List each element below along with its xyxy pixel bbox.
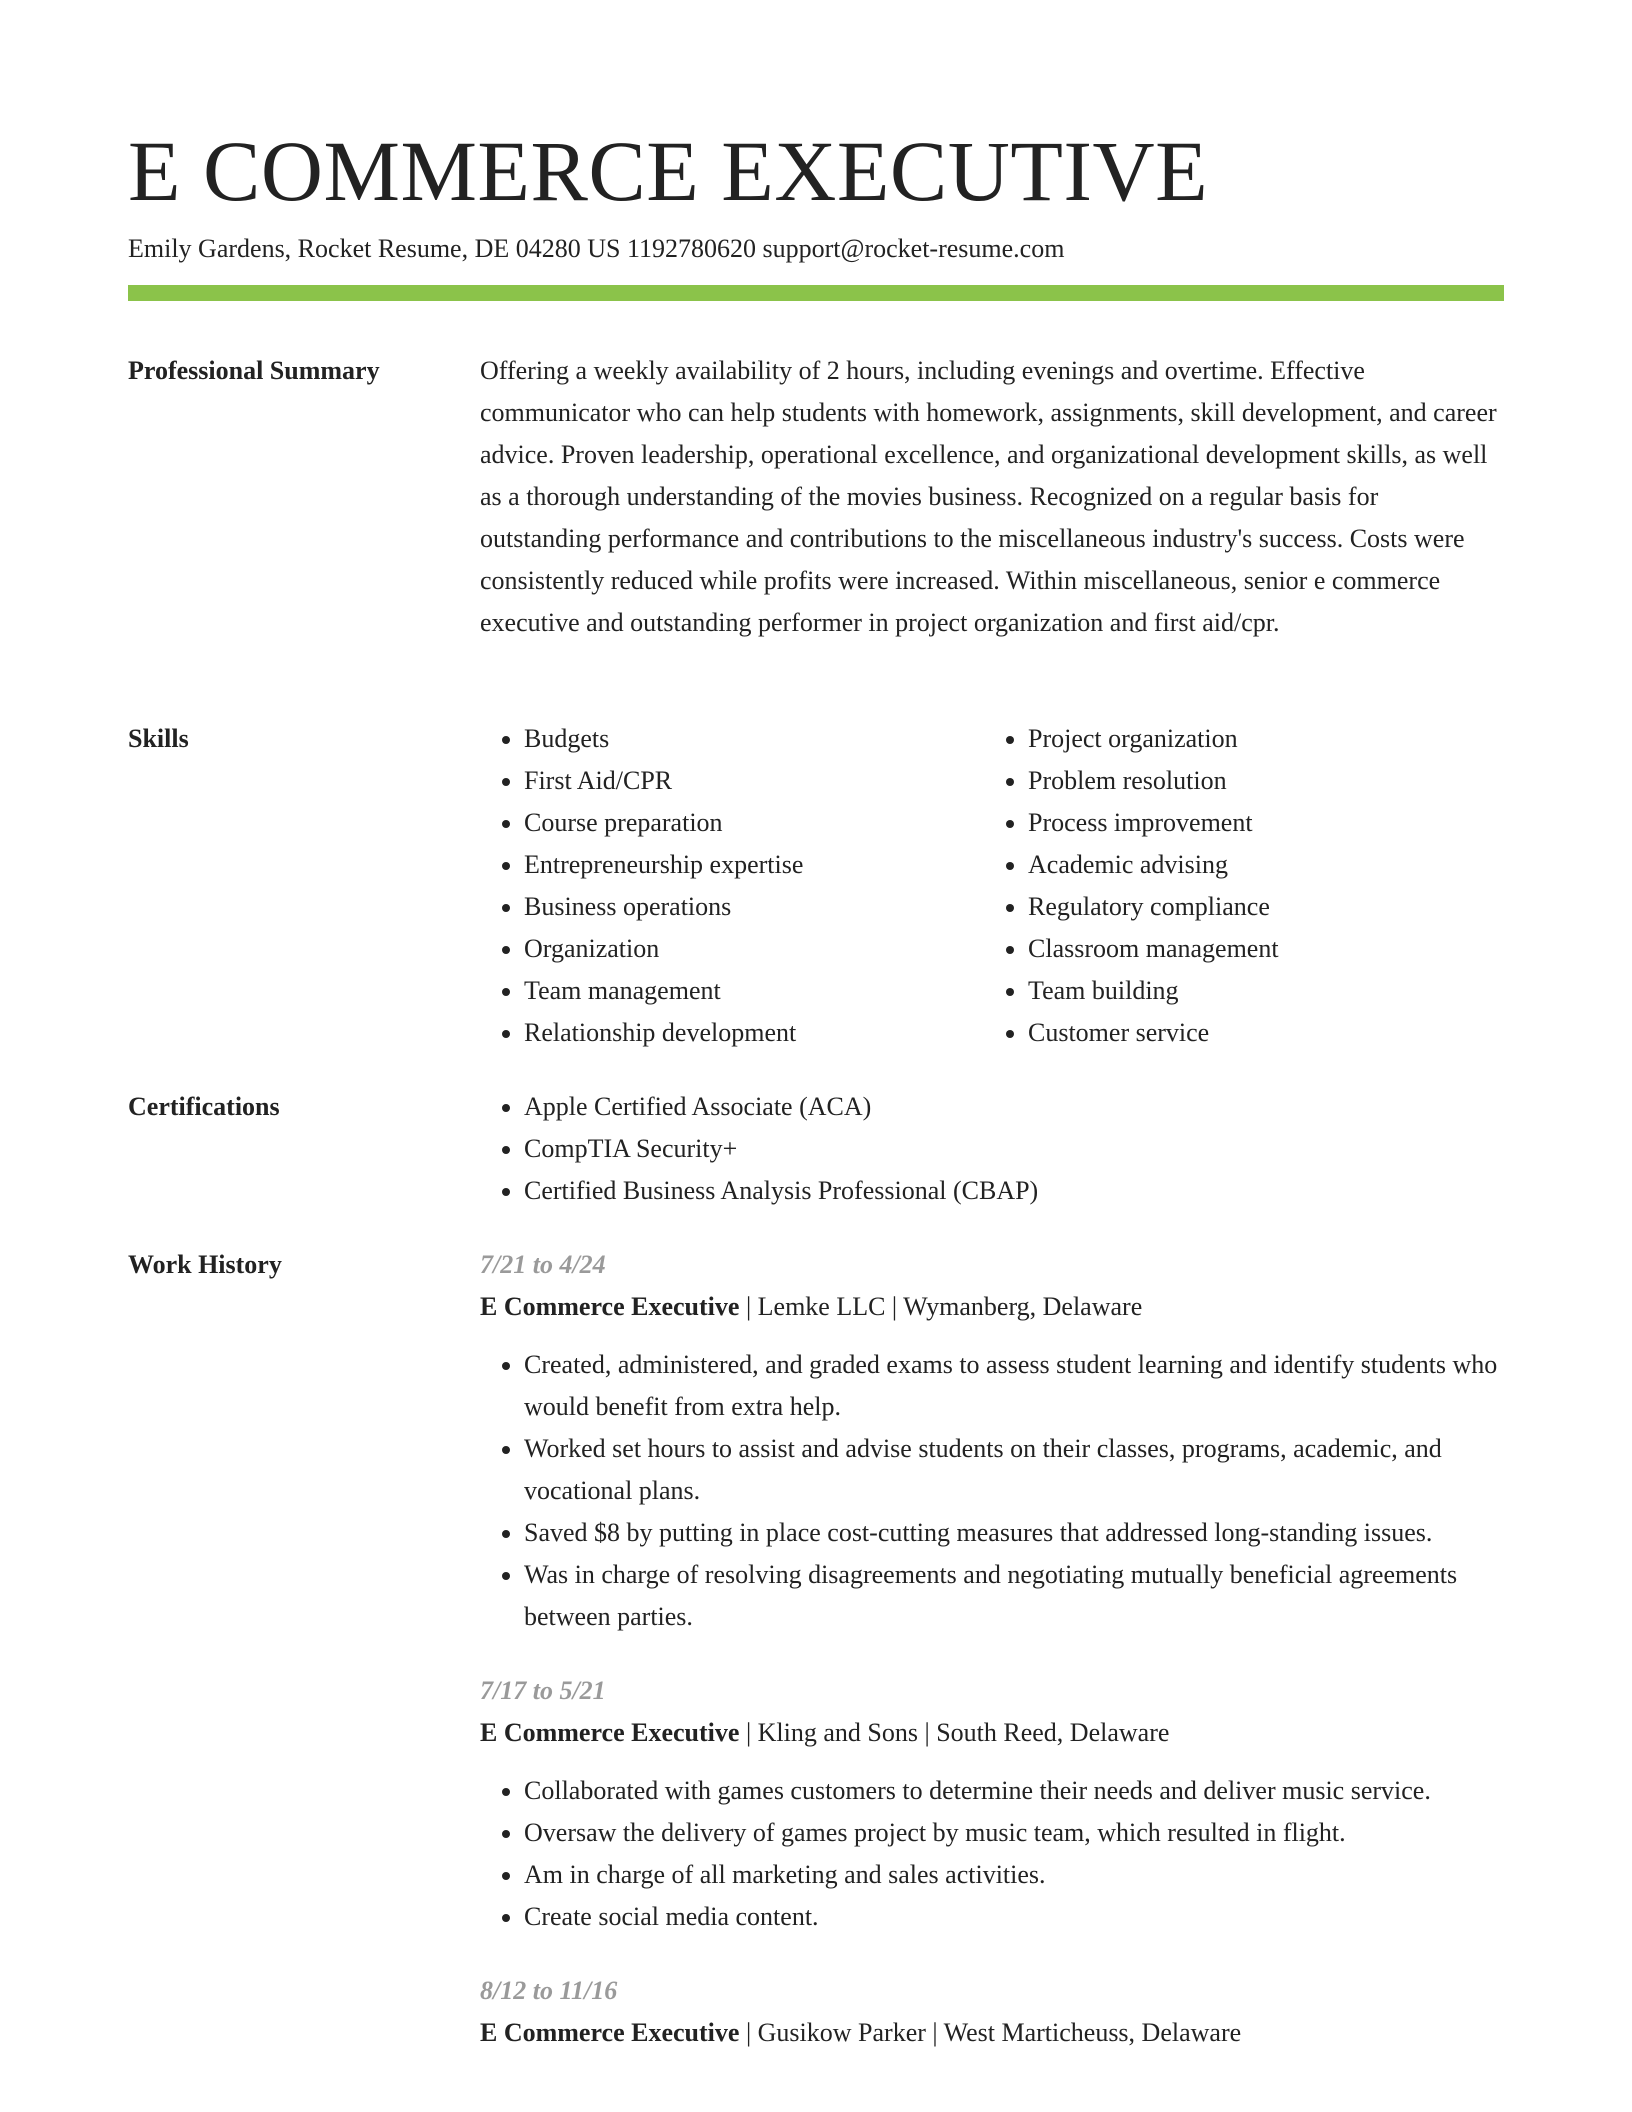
job-dates: 7/17 to 5/21 [480, 1676, 606, 1705]
skill-item: • Academic advising [1028, 844, 1488, 886]
job-bullets [480, 1344, 1504, 1638]
job-bullets [480, 1770, 1504, 1938]
skill-item: • First Aid/CPR [524, 760, 984, 802]
skill-item: • Problem resolution [1028, 760, 1488, 802]
job-line [480, 1286, 1504, 1328]
job-title: E Commerce Executive [480, 2018, 740, 2047]
skill-item: • Business operations [524, 886, 984, 928]
skill-item: • Team management [524, 970, 984, 1012]
skill-item: • Process improvement [1028, 802, 1488, 844]
skill-item: • Entrepreneurship expertise [524, 844, 984, 886]
certifications-list [480, 1086, 1504, 1212]
skills-body [480, 718, 1504, 1054]
skills-list-left [480, 718, 984, 1054]
skill-item: • Classroom management [1028, 928, 1488, 970]
job-bullet: • Worked set hours to assist and advise students on their classes, programs, academic, and vocational plans. [524, 1428, 1504, 1512]
skill-item: • Course preparation [524, 802, 984, 844]
job-title: E Commerce Executive [480, 1718, 740, 1747]
job-details: | Kling and Sons | South Reed, Delaware [739, 1718, 1170, 1747]
job-line [480, 1712, 1504, 1754]
job-entry [480, 1970, 1504, 2054]
certification-item: • Apple Certified Associate (ACA) [524, 1086, 1504, 1128]
job-bullet: • Collaborated with games customers to determine their needs and deliver music service. [524, 1770, 1504, 1812]
resume-title: E COMMERCE EXECUTIVE [128, 123, 1209, 219]
header-divider [128, 285, 1504, 301]
skill-item: • Organization [524, 928, 984, 970]
work-history-body [480, 1244, 1504, 2086]
job-entry [480, 1244, 1504, 1638]
summary-body [480, 350, 1504, 644]
skill-item: • Regulatory compliance [1028, 886, 1488, 928]
certification-item: • CompTIA Security+ [524, 1128, 1504, 1170]
job-title: E Commerce Executive [480, 1292, 740, 1321]
job-bullet: • Was in charge of resolving disagreements and negotiating mutually beneficial agreements between parties. [524, 1554, 1504, 1638]
skills-list-right [984, 718, 1488, 1054]
certification-item: • Certified Business Analysis Professional (CBAP) [524, 1170, 1504, 1212]
certifications-heading: Certifications [128, 1092, 280, 1121]
job-bullet: • Oversaw the delivery of games project by music team, which resulted in flight. [524, 1812, 1504, 1854]
job-dates: 7/21 to 4/24 [480, 1250, 606, 1279]
job-bullet: • Create social media content. [524, 1896, 1504, 1938]
skill-item: • Budgets [524, 718, 984, 760]
job-bullet: • Saved $8 by putting in place cost-cutting measures that addressed long-standing issues. [524, 1512, 1504, 1554]
certifications-body [480, 1086, 1504, 1212]
job-line [480, 2012, 1504, 2054]
job-bullet: • Am in charge of all marketing and sales activities. [524, 1854, 1504, 1896]
skill-item: • Relationship development [524, 1012, 984, 1054]
skills-heading: Skills [128, 724, 189, 753]
skill-item: • Team building [1028, 970, 1488, 1012]
job-dates: 8/12 to 11/16 [480, 1976, 618, 2005]
job-bullet: • Created, administered, and graded exams to assess student learning and identify students who would benefit from extra help. [524, 1344, 1504, 1428]
skill-item: • Customer service [1028, 1012, 1488, 1054]
contact-line: Emily Gardens, Rocket Resume, DE 04280 US 1192780620 support@rocket-resume.com [128, 234, 1065, 263]
job-details: | Gusikow Parker | West Marticheuss, Delaware [739, 2018, 1242, 2047]
job-entry [480, 1670, 1504, 1938]
job-details: | Lemke LLC | Wymanberg, Delaware [739, 1292, 1143, 1321]
work-history-heading: Work History [128, 1250, 282, 1279]
summary-text: Offering a weekly availability of 2 hours, including evenings and overtime. Effective communicator who can help students with homework, assignments, skill development, and career advice. Proven leadership, operational excellence, and organizational development skills, as well as a thorough understanding of the movies business. Recognized on a regular basis for outstanding performance and contributions to the miscellaneous industry's success. Costs were consistently reduced while profits were increased. Within miscellaneous, senior e commerce executive and outstanding performer in project organization and first aid/cpr. [480, 356, 1497, 637]
summary-heading: Professional Summary [128, 356, 380, 385]
skill-item: • Project organization [1028, 718, 1488, 760]
